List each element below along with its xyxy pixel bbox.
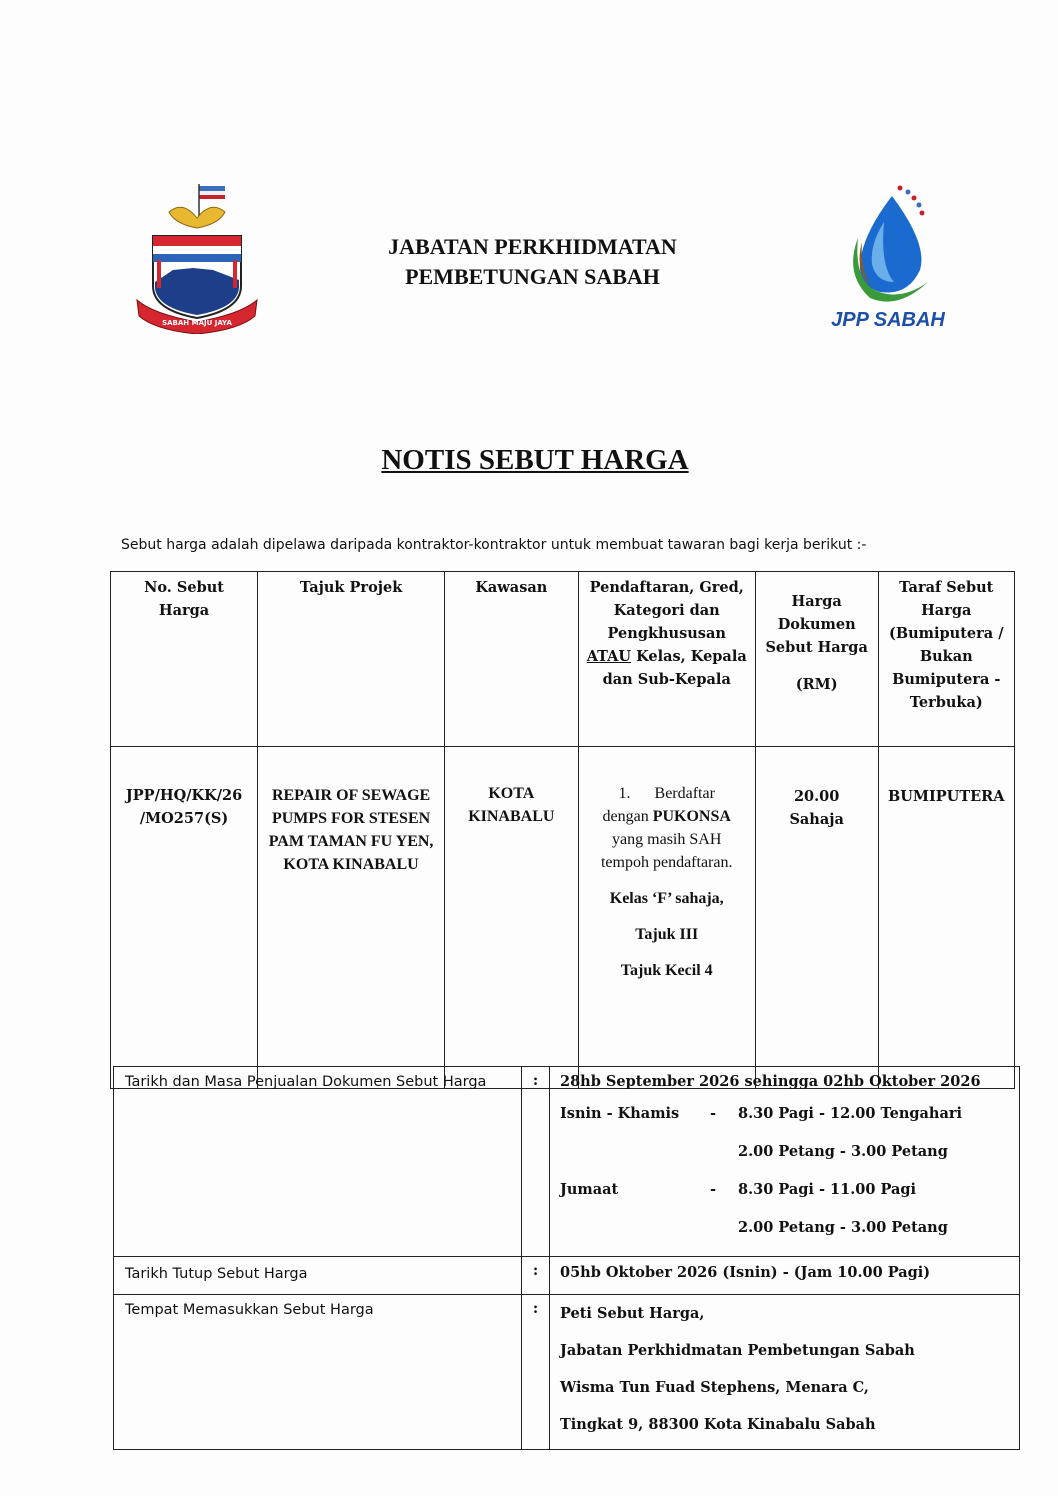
header-status-l4: Bukan bbox=[919, 648, 973, 665]
cell-reg-l2b: PUKONSA bbox=[652, 808, 731, 825]
cell-project-l3: PAM TAMAN FU YEN, bbox=[268, 833, 434, 850]
place-colon: : bbox=[522, 1295, 550, 1450]
schedule-day2: Jumaat bbox=[560, 1181, 619, 1198]
org-line-2: PEMBETUNGAN SABAH bbox=[405, 264, 660, 289]
cell-reg-l2 bbox=[580, 805, 754, 828]
cell-no-l2: /MO257(S) bbox=[139, 810, 229, 827]
header-reg-l4 bbox=[580, 645, 754, 668]
schedule-day1-time1: 8.30 Pagi - 12.00 Tengahari bbox=[738, 1105, 962, 1122]
header-status-l5: Bumiputera - bbox=[892, 671, 1001, 688]
header-project bbox=[258, 572, 445, 747]
place-line-4: Tingkat 9, 88300 Kota Kinabalu Sabah bbox=[560, 1416, 876, 1433]
sale-schedule bbox=[560, 1095, 1009, 1247]
header-price-l4: (RM) bbox=[795, 676, 838, 693]
cell-price-l1: 20.00 bbox=[793, 788, 840, 805]
header-no bbox=[111, 572, 258, 747]
close-colon: : bbox=[522, 1257, 550, 1295]
place-label: Tempat Memasukkan Sebut Harga bbox=[114, 1295, 522, 1450]
close-label: Tarikh Tutup Sebut Harga bbox=[114, 1257, 522, 1295]
cell-reg-l6: Tajuk III bbox=[635, 926, 699, 943]
cell-status bbox=[878, 747, 1015, 1089]
cell-reg-l7: Tajuk Kecil 4 bbox=[620, 962, 713, 979]
cell-area-l1: KOTA bbox=[488, 785, 535, 802]
details-table bbox=[113, 1066, 1020, 1450]
header-registration bbox=[578, 572, 755, 747]
header-project-label: Tajuk Projek bbox=[299, 579, 403, 596]
details-row-sale bbox=[114, 1067, 1020, 1257]
cell-reg-l4: tempoh pendaftaran. bbox=[600, 854, 733, 871]
page-title: NOTIS SEBUT HARGA bbox=[381, 444, 689, 476]
table-header-row bbox=[111, 572, 1015, 747]
cell-area-l2: KINABALU bbox=[468, 808, 555, 825]
header-status-l3: (Bumiputera / bbox=[889, 625, 1004, 642]
header-area-label: Kawasan bbox=[475, 579, 548, 596]
header-price-l1: Harga bbox=[791, 593, 842, 610]
header-status-l2: Harga bbox=[921, 602, 972, 619]
place-value bbox=[550, 1295, 1020, 1450]
close-value: 05hb Oktober 2026 (Isnin) - (Jam 10.00 Pagi) bbox=[550, 1257, 1020, 1295]
place-line-3: Wisma Tun Fuad Stephens, Menara C, bbox=[560, 1379, 869, 1396]
header-price bbox=[755, 572, 878, 747]
cell-reg-l5: Kelas ‘F’ sahaja, bbox=[609, 890, 724, 907]
details-row-close bbox=[114, 1257, 1020, 1295]
intro-text: Sebut harga adalah dipelawa daripada kontraktor-kontraktor untuk membuat tawaran bagi kerja berikut :- bbox=[121, 537, 867, 553]
cell-project bbox=[258, 747, 445, 1089]
cell-project-l4: KOTA KINABALU bbox=[283, 856, 419, 873]
logo-text: JPP SABAH bbox=[831, 309, 945, 331]
jpp-sabah-logo bbox=[824, 182, 954, 332]
header-price-l2: Dokumen bbox=[777, 616, 856, 633]
cell-reg-l2a: dengan bbox=[602, 808, 653, 825]
cell-price-l2: Sahaja bbox=[789, 811, 844, 828]
header-reg-atau: ATAU bbox=[586, 648, 632, 665]
details-row-place bbox=[114, 1295, 1020, 1450]
cell-project-l2: PUMPS FOR STESEN bbox=[271, 810, 431, 827]
organization-name bbox=[330, 232, 735, 292]
schedule-day1: Isnin - Khamis bbox=[560, 1105, 680, 1122]
header-no-l1: No. Sebut bbox=[144, 579, 224, 596]
crest-motto: SABAH MAJU JAYA bbox=[162, 319, 232, 327]
header-reg-l5: dan Sub-Kepala bbox=[602, 671, 731, 688]
header-reg-l3: Pengkhususan bbox=[607, 625, 726, 642]
quotation-table bbox=[110, 571, 1015, 1089]
cell-area bbox=[445, 747, 579, 1089]
cell-no bbox=[111, 747, 258, 1089]
header-price-l3: Sebut Harga bbox=[765, 639, 868, 656]
header-status-l1: Taraf Sebut bbox=[899, 579, 994, 596]
cell-reg-l1: 1. Berdaftar bbox=[618, 785, 715, 802]
sale-value bbox=[550, 1067, 1020, 1257]
sale-date: 28hb September 2026 sehingga 02hb Oktober 2026 bbox=[560, 1073, 981, 1090]
schedule-day1-time2: 2.00 Petang - 3.00 Petang bbox=[738, 1143, 948, 1160]
schedule-day2-time1: 8.30 Pagi - 11.00 Pagi bbox=[738, 1181, 917, 1198]
header-reg-l1: Pendaftaran, Gred, bbox=[589, 579, 744, 596]
cell-project-l1: REPAIR OF SEWAGE bbox=[271, 787, 431, 804]
table-row bbox=[111, 747, 1015, 1089]
sale-label: Tarikh dan Masa Penjualan Dokumen Sebut Harga bbox=[114, 1067, 522, 1257]
cell-no-l1: JPP/HQ/KK/26 bbox=[125, 787, 243, 804]
place-line-2: Jabatan Perkhidmatan Pembetungan Sabah bbox=[560, 1342, 915, 1359]
header-reg-l2: Kategori dan bbox=[613, 602, 720, 619]
sale-colon: : bbox=[522, 1067, 550, 1257]
cell-reg-l3: yang masih SAH bbox=[612, 831, 722, 848]
place-line-1: Peti Sebut Harga, bbox=[560, 1305, 705, 1322]
schedule-day2-time2: 2.00 Petang - 3.00 Petang bbox=[738, 1219, 948, 1236]
cell-status-value: BUMIPUTERA bbox=[888, 788, 1005, 805]
header-status-l6: Terbuka) bbox=[909, 694, 983, 711]
cell-price bbox=[755, 747, 878, 1089]
sabah-crest-logo bbox=[133, 182, 261, 334]
schedule-dash1: - bbox=[710, 1105, 717, 1122]
header-area bbox=[445, 572, 579, 747]
header-reg-l4-text: Kelas, Kepala bbox=[631, 648, 747, 665]
header-status bbox=[878, 572, 1015, 747]
schedule-dash2: - bbox=[710, 1181, 717, 1198]
cell-registration bbox=[578, 747, 755, 1089]
header-no-l2: Harga bbox=[158, 602, 210, 619]
org-line-1: JABATAN PERKHIDMATAN bbox=[388, 234, 677, 259]
